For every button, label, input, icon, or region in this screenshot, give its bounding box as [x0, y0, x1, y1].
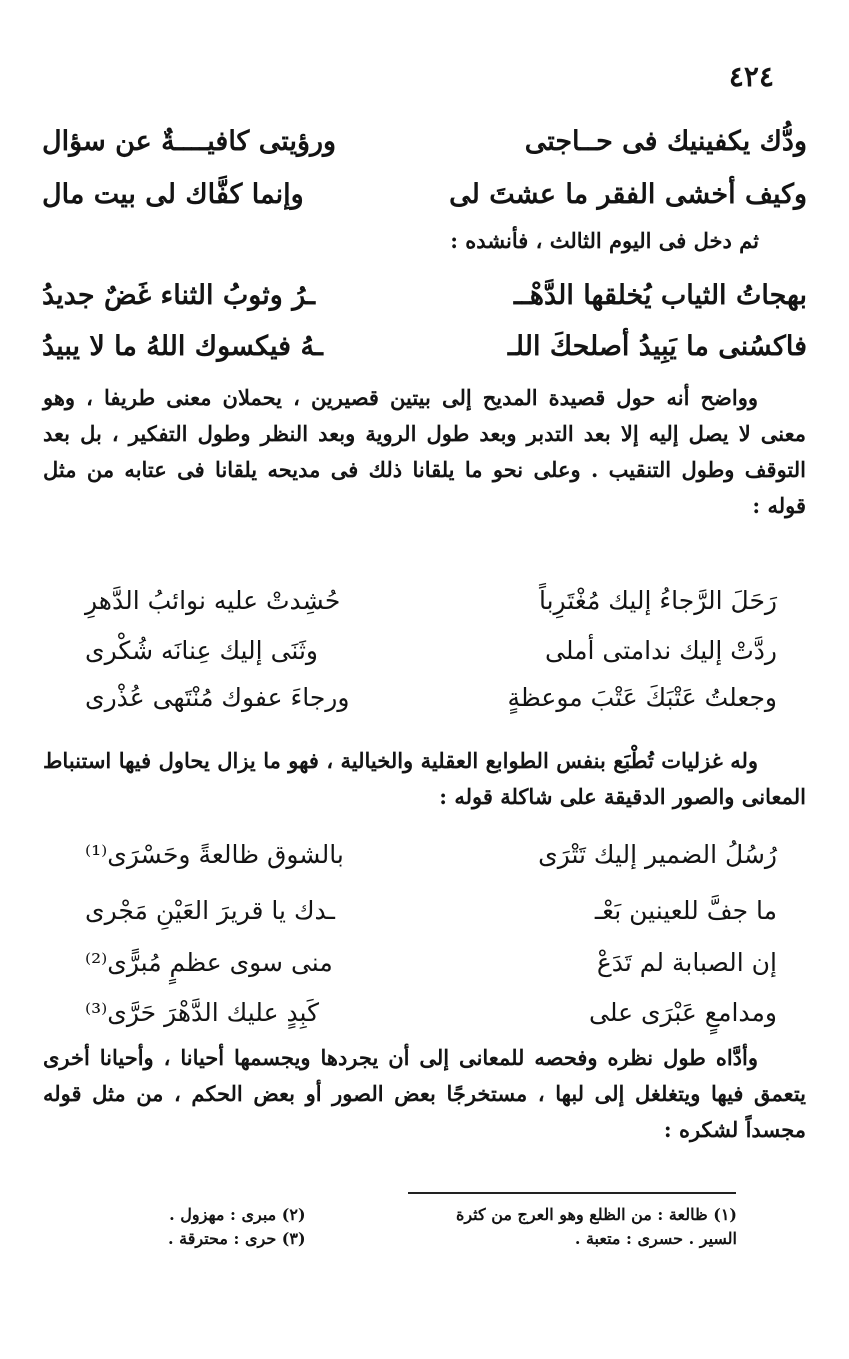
verse-hemistich-left: ـهُ فيكسوك اللهُ ما لا يبيدُ [42, 331, 323, 362]
verse-hemistich-left: حُشِدتْ عليه نوائبُ الدَّهرِ [85, 586, 341, 615]
verse-line [85, 950, 777, 975]
verse-line [85, 588, 777, 613]
verse-line [42, 333, 807, 360]
verse-line [85, 1000, 777, 1025]
verse-line [42, 282, 807, 309]
verse-hemistich-left: ـدك يا قريرَ العَيْنِ مَجْرى [85, 896, 335, 925]
verse-line [85, 638, 777, 663]
verse-hemistich-left: ورجاءَ عفوك مُنْتَهى عُذْرى [85, 683, 350, 712]
body-paragraph: وواضح أنه حول قصيدة المديح إلى بيتين قصيرين ، يحملان معنى طريفا ، وهو معنى لا يصل إليه إلا بعد التدبر وبعد طول الروية وبعد النظر وطول التفكير ، بل بعد التوقف وطول التنقيب . وعلى نحو ما يلقانا ذلك فى مديحه يلقانا فى عتابه من مثل قوله : [43, 385, 806, 518]
footnote-1-line-2: السير . حسرى : متعبة . [574, 1229, 737, 1248]
verse-hemistich-left: وإنما كفَّاك لى بيت مال [42, 179, 304, 210]
verse-hemistich-left: منى سوى عظمٍ مُبرًّى⁽²⁾ [85, 948, 333, 977]
footnote-divider [408, 1192, 736, 1194]
verse-hemistich-right: رُسُلُ الضمير إليك تَتْرَى [538, 840, 777, 869]
verse-hemistich-left: ـرُ وثوبُ الثناء غَضٌ جديدُ [42, 280, 316, 311]
body-paragraph: وله غزليات تُطْبَع بنفس الطوابع العقلية والخيالية ، فهو ما يزال يحاول فيها استنباط المعانى والصور الدقيقة على شاكلة قوله : [43, 748, 806, 809]
verse-line [85, 685, 777, 710]
verse-hemistich-left: بالشوق ظالعةً وحَسْرَى⁽¹⁾ [85, 840, 344, 869]
verse-hemistich-right: وجعلتُ عَتْبَكَ عَتْبَ موعظةٍ [507, 683, 777, 712]
verse-hemistich-left: وثَنَى إليك عِنانَه شُكْرى [85, 636, 318, 665]
page-number: ٤٢٤ [728, 60, 774, 93]
footnote-2: (٢) مبرى : مهزول . [169, 1205, 306, 1224]
verse-hemistich-right: ودُّك يكفينيك فى حــاجتى [524, 126, 807, 157]
verse-line [85, 842, 777, 867]
verse-hemistich-right: فاكسُنى ما يَبِيدُ أصلحكَ اللـ [507, 331, 807, 362]
verse-hemistich-right: إن الصبابة لم تَدَعْ [596, 948, 777, 977]
footnotes-2-3 [168, 1203, 306, 1251]
verse-line [42, 128, 807, 155]
verse-hemistich-left: كَبِدٍ عليك الدَّهْرَ حَرَّى⁽³⁾ [85, 998, 320, 1027]
footnote-3: (٣) حرى : محترقة . [168, 1229, 306, 1248]
verse-hemistich-right: وكيف أخشى الفقر ما عشتَ لى [449, 179, 807, 210]
verse-hemistich-right: ردَّتْ إليك ندامتى أملى [544, 636, 777, 665]
verse-hemistich-right: ما جفَّ للعينين بَعْـ [594, 896, 777, 925]
verse-line [42, 181, 807, 208]
verse-hemistich-right: ومدامعٍ عَبْرَى على [589, 998, 777, 1027]
verse-line [85, 898, 777, 923]
verse-hemistich-right: رَحَلَ الرَّجاءُ إليك مُغْتَرِباً [538, 586, 777, 615]
intro-line: ثم دخل فى اليوم الثالث ، فأنشده : [450, 228, 759, 253]
verse-hemistich-right: بهجاتُ الثياب يُخلقها الدَّهْــ [513, 280, 807, 311]
footnote-1 [407, 1203, 737, 1251]
body-paragraph: وأدَّاه طول نظره وفحصه للمعانى إلى أن يجردها ويجسمها أحيانا ، وأحيانا أخرى يتعمق فيها ويتغلغل إلى لبها ، مستخرجًا بعض الصور أو بعض الحكم ، من مثل قوله مجسداً لشكره : [43, 1045, 806, 1142]
footnote-1-line-1: (١) ظالعة : من الظلع وهو العرج من كثرة [455, 1205, 737, 1224]
verse-hemistich-left: ورؤيتى كافيــــةٌ عن سؤال [42, 126, 337, 157]
